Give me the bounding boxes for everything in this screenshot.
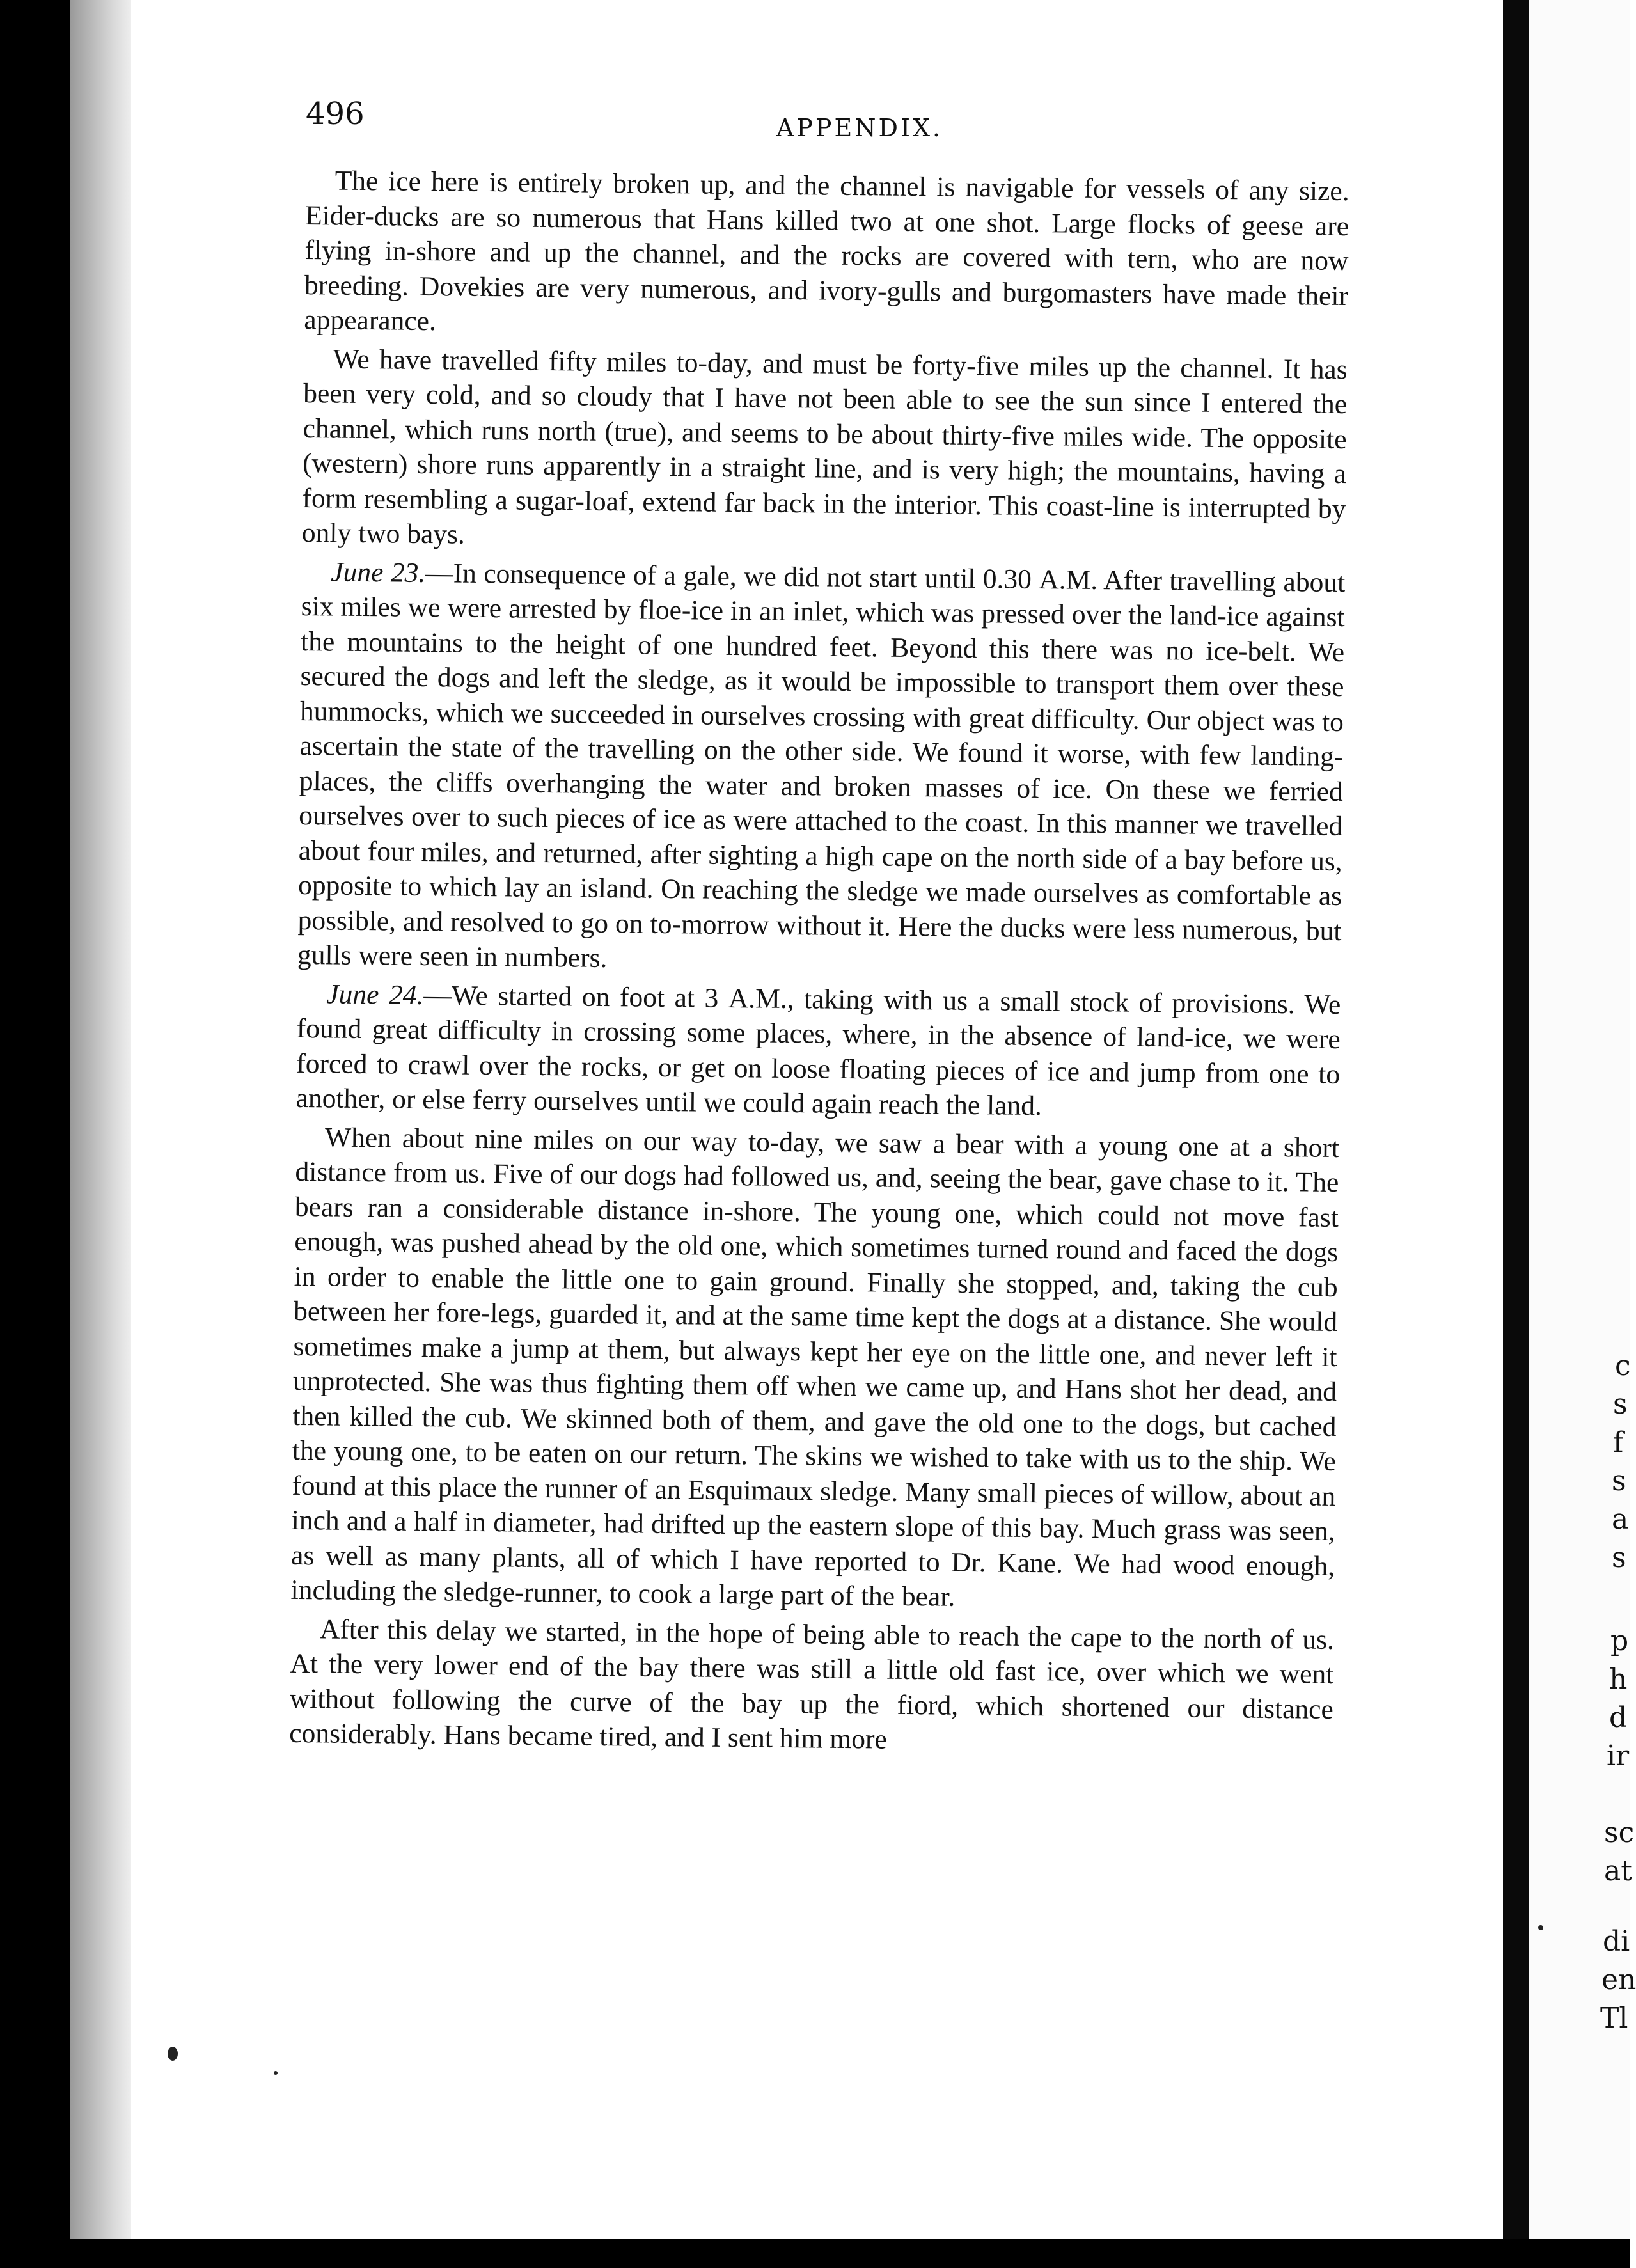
facing-text-fragment: s — [1613, 1388, 1628, 1421]
time-suffix: A.M. — [1039, 563, 1098, 595]
entry-text: —We started on foot at 3 — [423, 979, 719, 1014]
entry-date: June 24. — [326, 978, 424, 1011]
facing-text-fragment: sc — [1604, 1816, 1635, 1849]
facing-text-fragment: p — [1610, 1625, 1629, 1657]
page-number: 496 — [306, 96, 365, 132]
entry-date: June 23. — [331, 556, 426, 588]
entry-text: —In consequence of a gale, we did not start until 0.30 — [425, 557, 1032, 595]
scan-speck — [168, 2047, 178, 2061]
facing-text-fragment: f — [1613, 1426, 1624, 1459]
facing-text-fragment: s — [1612, 1541, 1626, 1574]
time-suffix: A.M. — [728, 982, 788, 1014]
facing-page-fragment — [1529, 0, 1636, 2268]
binding-shadow — [70, 0, 131, 2268]
facing-text-fragment: d — [1609, 1701, 1628, 1734]
scan-speck — [1538, 1925, 1543, 1930]
facing-text-fragment: ir — [1607, 1740, 1630, 1772]
scan-speck — [274, 2071, 278, 2075]
facing-text-fragment: at — [1604, 1855, 1632, 1887]
paragraph: When about nine miles on our way to-day, we saw a bear with a young one at a short distance from us. Five of our dogs had followed us, and, seeing the bear, gave chase to it. The bears ran a considerable distance in-shore. The young one, which could not move fast enough, was pushed ahead by the old one, which sometimes turned round and faced the dogs in order to enable the little one to gain ground. Finally she stopped, and, taking the cub between her fore-legs, guarded it, and at the same time kept the dogs at a distance. She would sometimes make a jump at them, but always kept her eye on the little one, and never left it unprotected. She was thus fighting them off when we came up, and Hans shot her dead, and then killed the cub. We skinned both of them, and gave the old one to the dogs, but cached the young one, to be eaten on our return. The skins we wished to take with us to the ship. We found at this place the runner of an Esquimaux sledge. Many small pieces of willow, about an inch and a half in diameter, had drifted up the eastern slope of this bay. Much grass was seen, as well as many plants, all of which I have reported to Dr. Kane. We had wood enough, including the sledge-runner, to cook a large part of the bear. — [290, 1121, 1340, 1612]
scan-border-left — [0, 0, 70, 2268]
facing-text-fragment: di — [1603, 1925, 1630, 1958]
facing-text-fragment: c — [1615, 1350, 1631, 1382]
body-text — [289, 163, 1349, 1765]
paragraph: We have travelled fifty miles to-day, and must be forty-five miles up the channel. It has been very cold, and so cloudy that I have not been able to see the sun since I entered the channel, which runs north (true), and seems to be about thirty-five miles wide. The opposite (western) shore runs apparently in a straight line, and is very high; the mountains, having a form resembling a sugar-loaf, extend far back in the interior. This coast-line is interrupted by only two bays. — [301, 343, 1348, 550]
paragraph: The ice here is entirely broken up, and the channel is navigable for vessels of any size. Eider-ducks are so numerous that Hans killed two at one shot. Large flocks of geese are flying in-shore and up the channel, and the rocks are covered with tern, who are now breeding. Dovekies are very numerous, and ivory-gulls and burgomasters have made their appearance. — [304, 165, 1349, 337]
facing-text-fragment: s — [1612, 1465, 1626, 1497]
scan-border-bottom — [70, 2239, 1630, 2268]
entry-text: After travelling about six miles we were arrested by floe-ice in an inlet, which was pressed over the land-ice against the mountains to the height of one hundred feet. Beyond this there was no ice-belt. We secured the dogs and left the sledge, as it would be impossible to transport them over these hummocks, which we succeeded in ourselves crossing with great difficulty. Our object was to ascertain the state of the travelling on the other side. We found it worse, with few landing-places, the cliffs overhanging the water and broken masses of ice. On these we ferried ourselves over to such pieces of ice as were attached to the coast. In this manner we travelled about four miles, and returned, after sighting a high cape on the north side of a bay before us, opposite to which lay an island. On reaching the sledge we made ourselves as comfortable as possible, and resolved to go on to-morrow without it. Here the ducks were less numerous, but gulls were seen in numbers. — [297, 564, 1346, 974]
scan-border-gutter — [1503, 0, 1529, 2268]
journal-entry-june-23 — [297, 554, 1346, 983]
facing-text-fragment: Tl — [1600, 2002, 1628, 2035]
entry-text: , taking with us a small stock of provisions. We found great difficulty in crossing some places, where, in the absence of land-ice, we were forced to crawl over the rocks, or get on loose floating pieces of ice and jump from one to another, or else ferry ourselves until we could again reach the land. — [295, 983, 1341, 1122]
paragraph: After this delay we started, in the hope of being able to reach the cape to the north of us. At the very lower end of the bay there was still a little old fast ice, over which we went without following the curve of the bay up the fiord, which shortened our distance considerably. Hans became tired, and I sent him more — [289, 1613, 1335, 1755]
journal-entry-june-24 — [295, 976, 1341, 1126]
facing-text-fragment: h — [1609, 1663, 1628, 1696]
running-head: APPENDIX. — [776, 114, 943, 142]
facing-text-fragment: a — [1612, 1503, 1629, 1536]
facing-text-fragment: en — [1601, 1964, 1636, 1996]
